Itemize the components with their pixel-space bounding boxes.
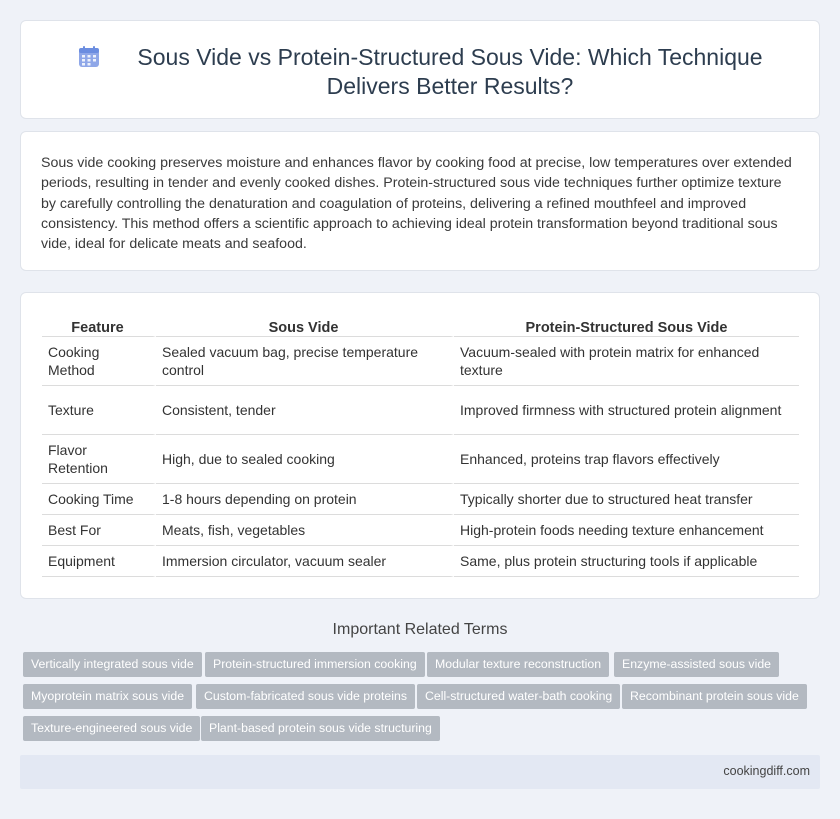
table-cell: Meats, fish, vegetables xyxy=(156,515,454,546)
table-cell: Cooking Time xyxy=(42,484,156,515)
header-sous-vide: Sous Vide xyxy=(156,315,454,337)
intro-paragraph: Sous vide cooking preserves moisture and enhances flavor by cooking food at precise, low temperatures over extended periods, resulting in tender and evenly cooked dishes. Protein-structured sous vide techniques further optimize texture by carefully controlling the denaturation and coagulation of proteins, delivering a refined mouthfeel and improved consistency. This method offers a scientific approach to achieving ideal protein transformation beyond traditional sous vide, ideal for delicate meats and seafood. xyxy=(41,155,792,253)
table-row xyxy=(42,435,799,484)
related-tag[interactable]: Recombinant protein sous vide xyxy=(622,684,807,709)
table-cell: Enhanced, proteins trap flavors effectively xyxy=(454,435,799,484)
table-cell: Sealed vacuum bag, precise temperature control xyxy=(156,337,454,386)
title-card xyxy=(20,20,820,119)
table-row xyxy=(42,546,799,577)
related-tag[interactable]: Plant-based protein sous vide structuring xyxy=(201,716,440,741)
table-cell: Equipment xyxy=(42,546,156,577)
table-cell: Same, plus protein structuring tools if applicable xyxy=(454,546,799,577)
related-tag[interactable]: Modular texture reconstruction xyxy=(427,652,609,677)
footer-site[interactable]: cookingdiff.com xyxy=(723,764,810,778)
comparison-table xyxy=(42,315,799,577)
page-title: Sous Vide vs Protein-Structured Sous Vide: Which Technique Delivers Better Results? xyxy=(137,44,763,99)
related-tag[interactable]: Protein-structured immersion cooking xyxy=(205,652,425,677)
table-cell: Immersion circulator, vacuum sealer xyxy=(156,546,454,577)
header-feature: Feature xyxy=(42,315,156,337)
table-header-row xyxy=(42,315,799,337)
header-protein-structured: Protein-Structured Sous Vide xyxy=(454,315,799,337)
table-cell: Best For xyxy=(42,515,156,546)
table-cell: Consistent, tender xyxy=(156,386,454,435)
table-cell: High-protein foods needing texture enhancement xyxy=(454,515,799,546)
related-tag[interactable]: Custom-fabricated sous vide proteins xyxy=(196,684,415,709)
related-tag[interactable]: Cell-structured water-bath cooking xyxy=(417,684,620,709)
table-row xyxy=(42,337,799,386)
table-cell: Cooking Method xyxy=(42,337,156,386)
table-cell: 1-8 hours depending on protein xyxy=(156,484,454,515)
table-cell: Vacuum-sealed with protein matrix for enhanced texture xyxy=(454,337,799,386)
related-tag[interactable]: Texture-engineered sous vide xyxy=(23,716,200,741)
table-row xyxy=(42,484,799,515)
related-tag[interactable]: Enzyme-assisted sous vide xyxy=(614,652,779,677)
table-cell: Improved firmness with structured protein alignment xyxy=(454,386,799,435)
comparison-card xyxy=(20,292,820,599)
related-tag[interactable]: Myoprotein matrix sous vide xyxy=(23,684,192,709)
table-cell: High, due to sealed cooking xyxy=(156,435,454,484)
title-wrap xyxy=(21,43,819,101)
table-cell: Flavor Retention xyxy=(42,435,156,484)
footer xyxy=(20,755,820,789)
related-tag[interactable]: Vertically integrated sous vide xyxy=(23,652,202,677)
related-terms-title: Important Related Terms xyxy=(332,621,508,638)
table-cell: Texture xyxy=(42,386,156,435)
table-cell: Typically shorter due to structured heat transfer xyxy=(454,484,799,515)
intro-card xyxy=(20,131,820,271)
table-row xyxy=(42,386,799,435)
table-row xyxy=(42,515,799,546)
